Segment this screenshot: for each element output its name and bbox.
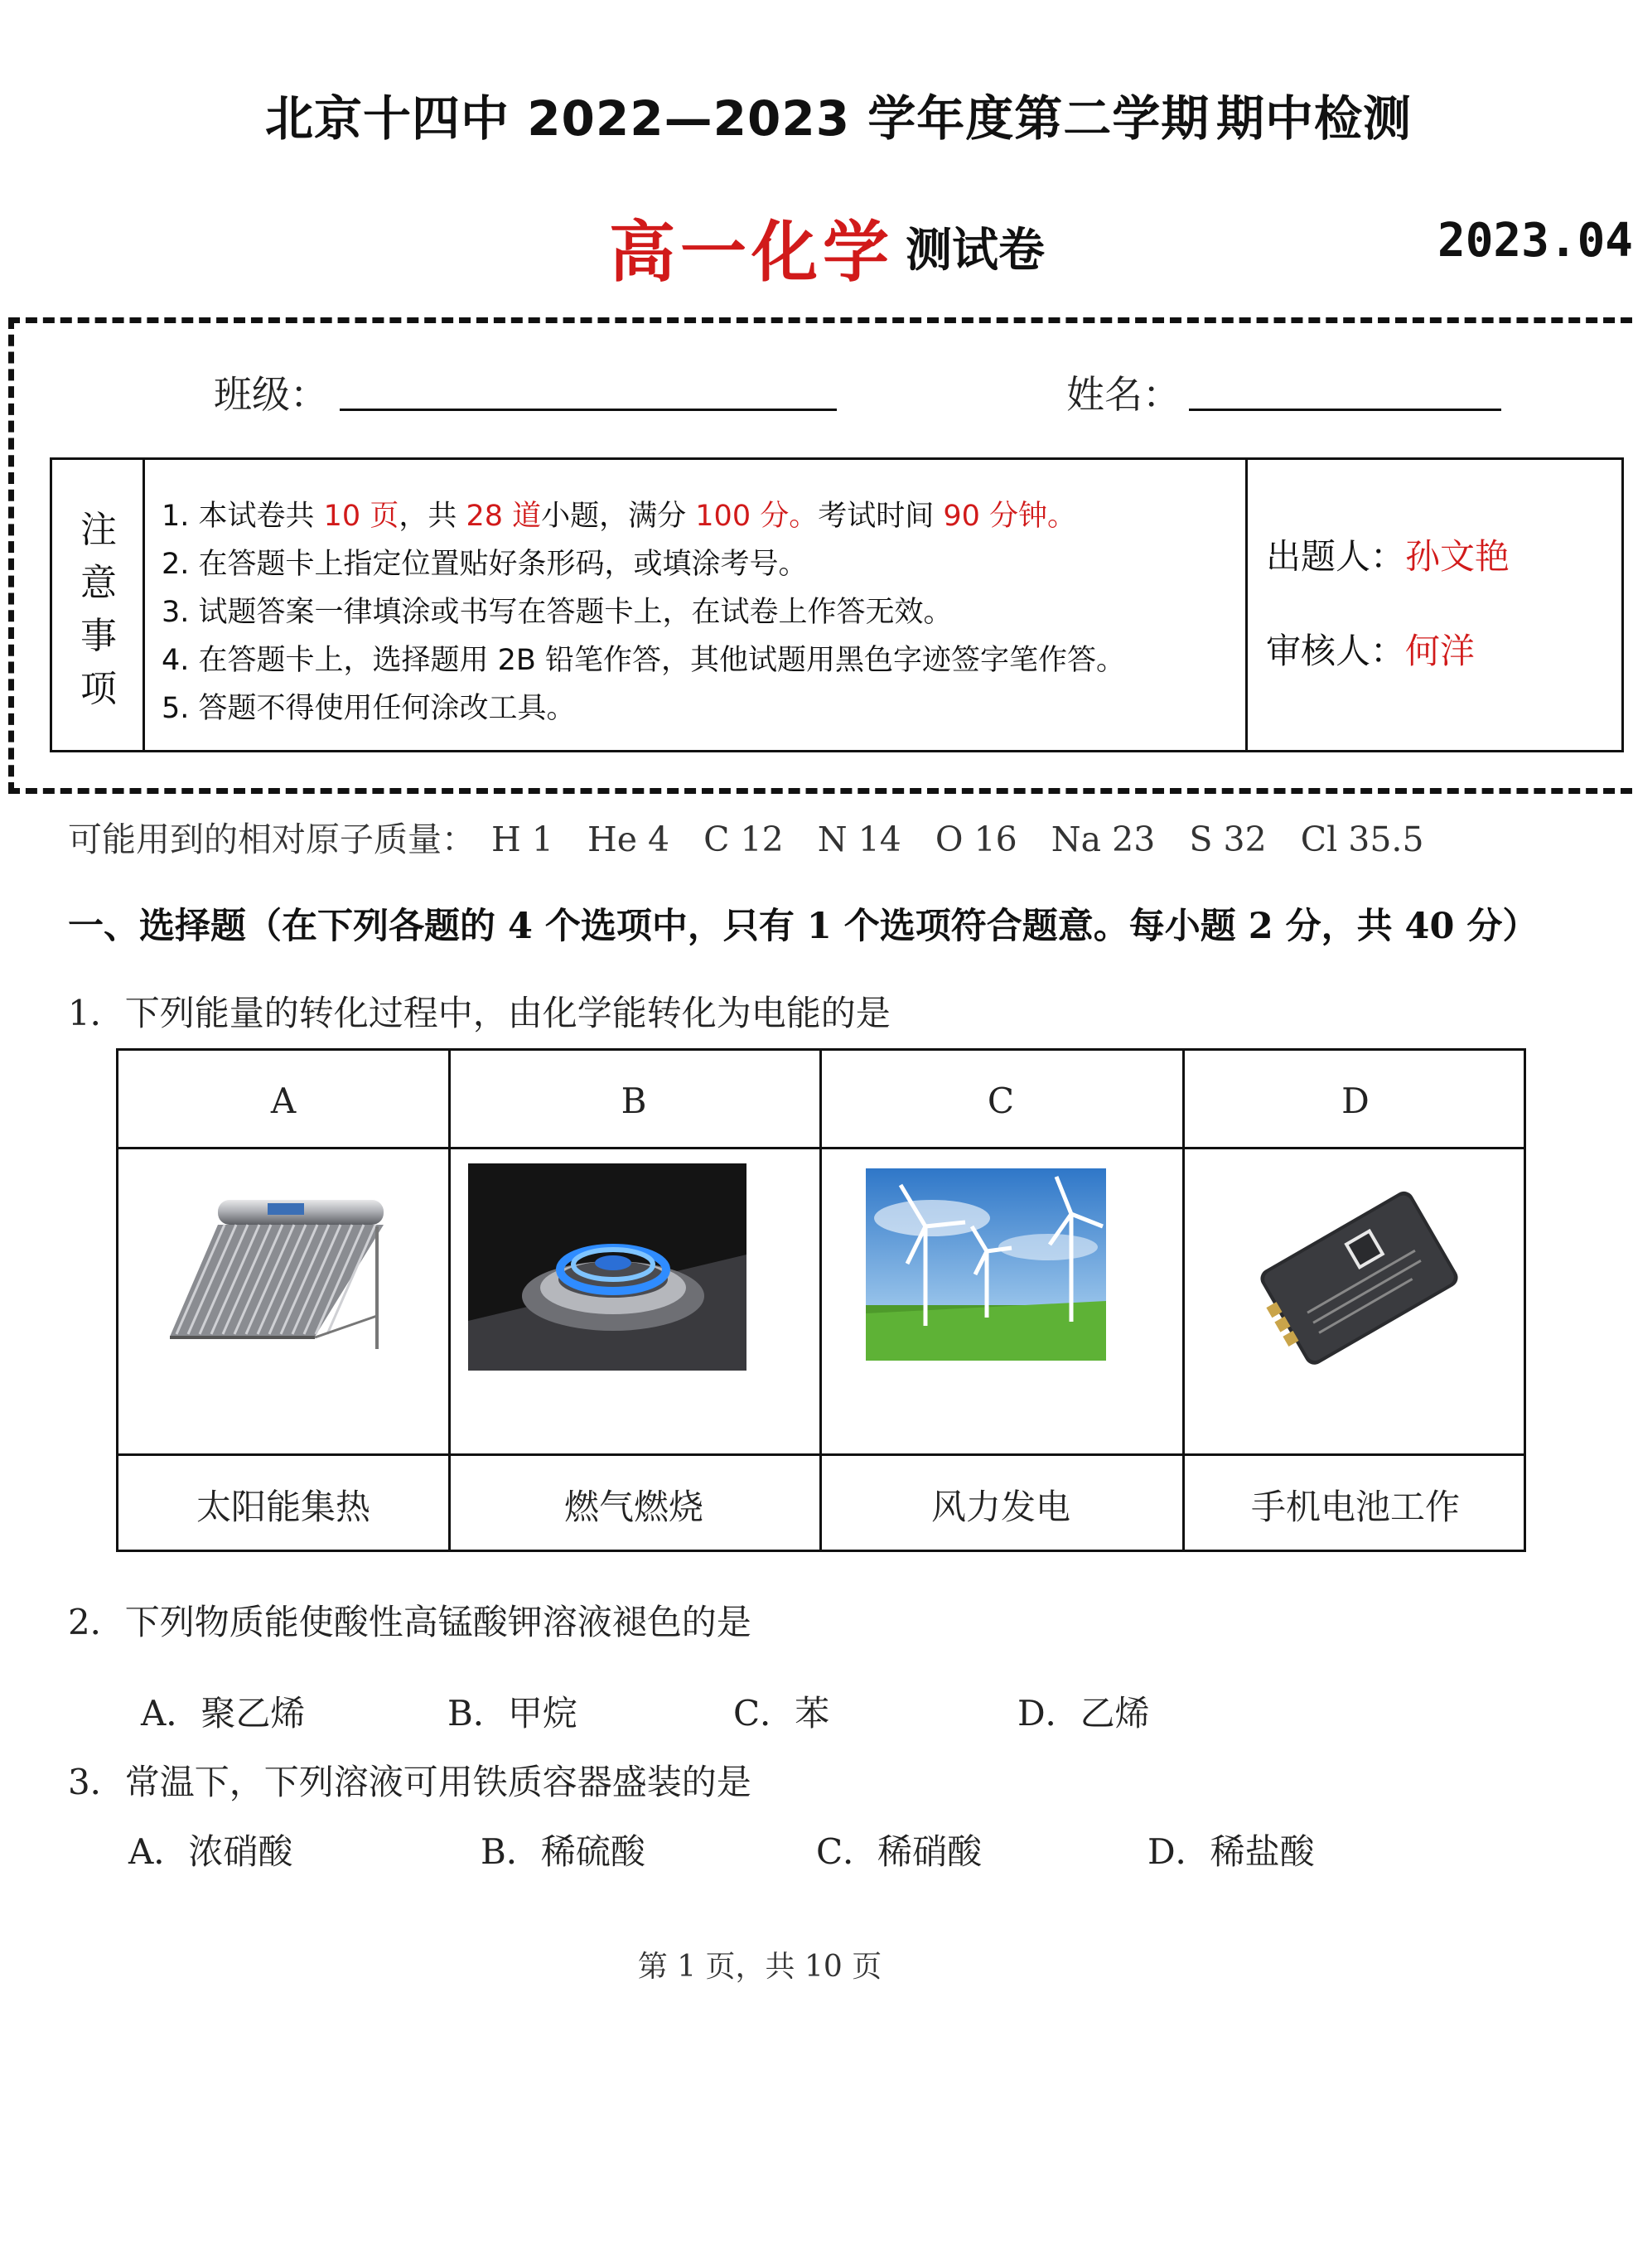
notice-heading-char: 事 [80,615,117,657]
table-divider [819,1051,822,1550]
notice-heading [52,460,145,750]
reviewer-line [1266,624,1475,674]
column-header-c: C [987,1081,1015,1121]
notice-text: 考试时间 [818,500,944,533]
class-label: 班级： [214,372,328,417]
caption-c: 风力发电 [930,1487,1070,1527]
subject-title: 高一化学 [609,213,894,291]
caption-d: 手机电池工作 [1250,1487,1460,1527]
notice-item-5: 5. 答题不得使用任何涂改工具。 [162,692,576,725]
notice-text: ，共 [399,500,466,533]
exam-type: 期中检测 [1216,90,1413,147]
notice-staff-column [1245,460,1626,750]
atomic-mass-item: N 14 [817,820,901,859]
table-divider [118,1147,1524,1149]
question-3-stem: 3．常温下，下列溶液可用铁质容器盛装的是 [68,1762,751,1802]
q3-option-b[interactable]: B．稀硫酸 [481,1831,645,1872]
notice-item-1 [162,493,1076,534]
page-count: 10 页 [323,500,399,533]
name-label: 姓名： [1066,372,1181,417]
class-input-line[interactable] [340,409,837,411]
column-header-a: A [270,1081,297,1121]
notice-heading-char: 项 [80,668,117,710]
column-header-d: D [1341,1081,1370,1121]
full-score: 100 分。 [695,500,819,533]
atomic-mass-item: Na 23 [1051,820,1156,859]
q2-option-b[interactable]: B．甲烷 [447,1693,577,1734]
question-1-stem: 1．下列能量的转化过程中，由化学能转化为电能的是 [68,993,891,1033]
question-count: 28 道 [466,500,542,533]
author-name: 孙文艳 [1405,536,1510,577]
table-divider [118,1453,1524,1456]
caption-a: 太阳能集热 [196,1487,370,1527]
notice-heading-char: 注 [80,509,117,551]
notice-text: 1. 本试卷共 [162,500,324,533]
exam-date: 2023.04 [1437,214,1633,268]
q2-option-c[interactable]: C．苯 [733,1693,830,1734]
atomic-mass-item: He 4 [587,820,670,859]
atomic-mass-item: C 12 [703,820,784,859]
notice-item-4: 4. 在答题卡上，选择题用 2B 铅笔作答，其他试题用黑色字迹签字笔作答。 [162,644,1126,677]
notice-heading-char: 意 [80,562,117,604]
caption-b: 燃气燃烧 [563,1487,703,1527]
wind-turbines-image [866,1168,1106,1361]
author-label: 出题人： [1266,536,1406,577]
paper-label: 测试卷 [906,224,1045,278]
table-divider [1182,1051,1185,1550]
q3-option-a[interactable]: A．浓硝酸 [128,1831,293,1872]
gas-burner-image [468,1163,746,1371]
notice-item-3: 3. 试题答案一律填涂或书写在答题卡上，在试卷上作答无效。 [162,596,953,629]
atomic-mass-item: O 16 [935,820,1017,859]
exam-duration: 90 分钟。 [943,500,1077,533]
solar-water-heater-image [170,1192,394,1366]
author-line [1266,530,1510,579]
q2-option-a[interactable]: A．聚乙烯 [141,1693,306,1734]
notice-table [50,457,1624,752]
exam-title [265,80,1425,149]
reviewer-name: 何洋 [1405,631,1476,671]
q2-option-d[interactable]: D．乙烯 [1017,1693,1150,1734]
section-1-heading: 一、选择题（在下列各题的 4 个选项中，只有 1 个选项符合题意。每小题 2 分，共 40 分） [68,906,1539,947]
question-2-stem: 2．下列物质能使酸性高锰酸钾溶液褪色的是 [68,1602,751,1642]
table-divider [448,1051,451,1550]
name-input-line[interactable] [1189,409,1501,411]
notice-item-2: 2. 在答题卡上指定位置贴好条形码，或填涂考号。 [162,548,808,581]
atomic-mass-item: H 1 [491,820,553,859]
q3-option-c[interactable]: C．稀硝酸 [816,1831,983,1872]
atomic-mass-item: Cl 35.5 [1300,820,1424,859]
atomic-masses-label: 可能用到的相对原子质量： [68,820,476,859]
q3-option-d[interactable]: D．稀盐酸 [1147,1831,1315,1872]
atomic-masses [68,812,1447,861]
phone-battery-image [1237,1192,1477,1357]
notice-text: 小题，满分 [541,500,696,533]
exam-title-text: 北京十四中 2022—2023 学年度第二学期 [265,90,1210,147]
column-header-b: B [621,1081,647,1121]
atomic-mass-item: S 32 [1189,820,1267,859]
page-footer: 第 1 页，共 10 页 [637,1950,882,1984]
question-1-table [116,1048,1526,1552]
reviewer-label: 审核人： [1266,631,1406,671]
